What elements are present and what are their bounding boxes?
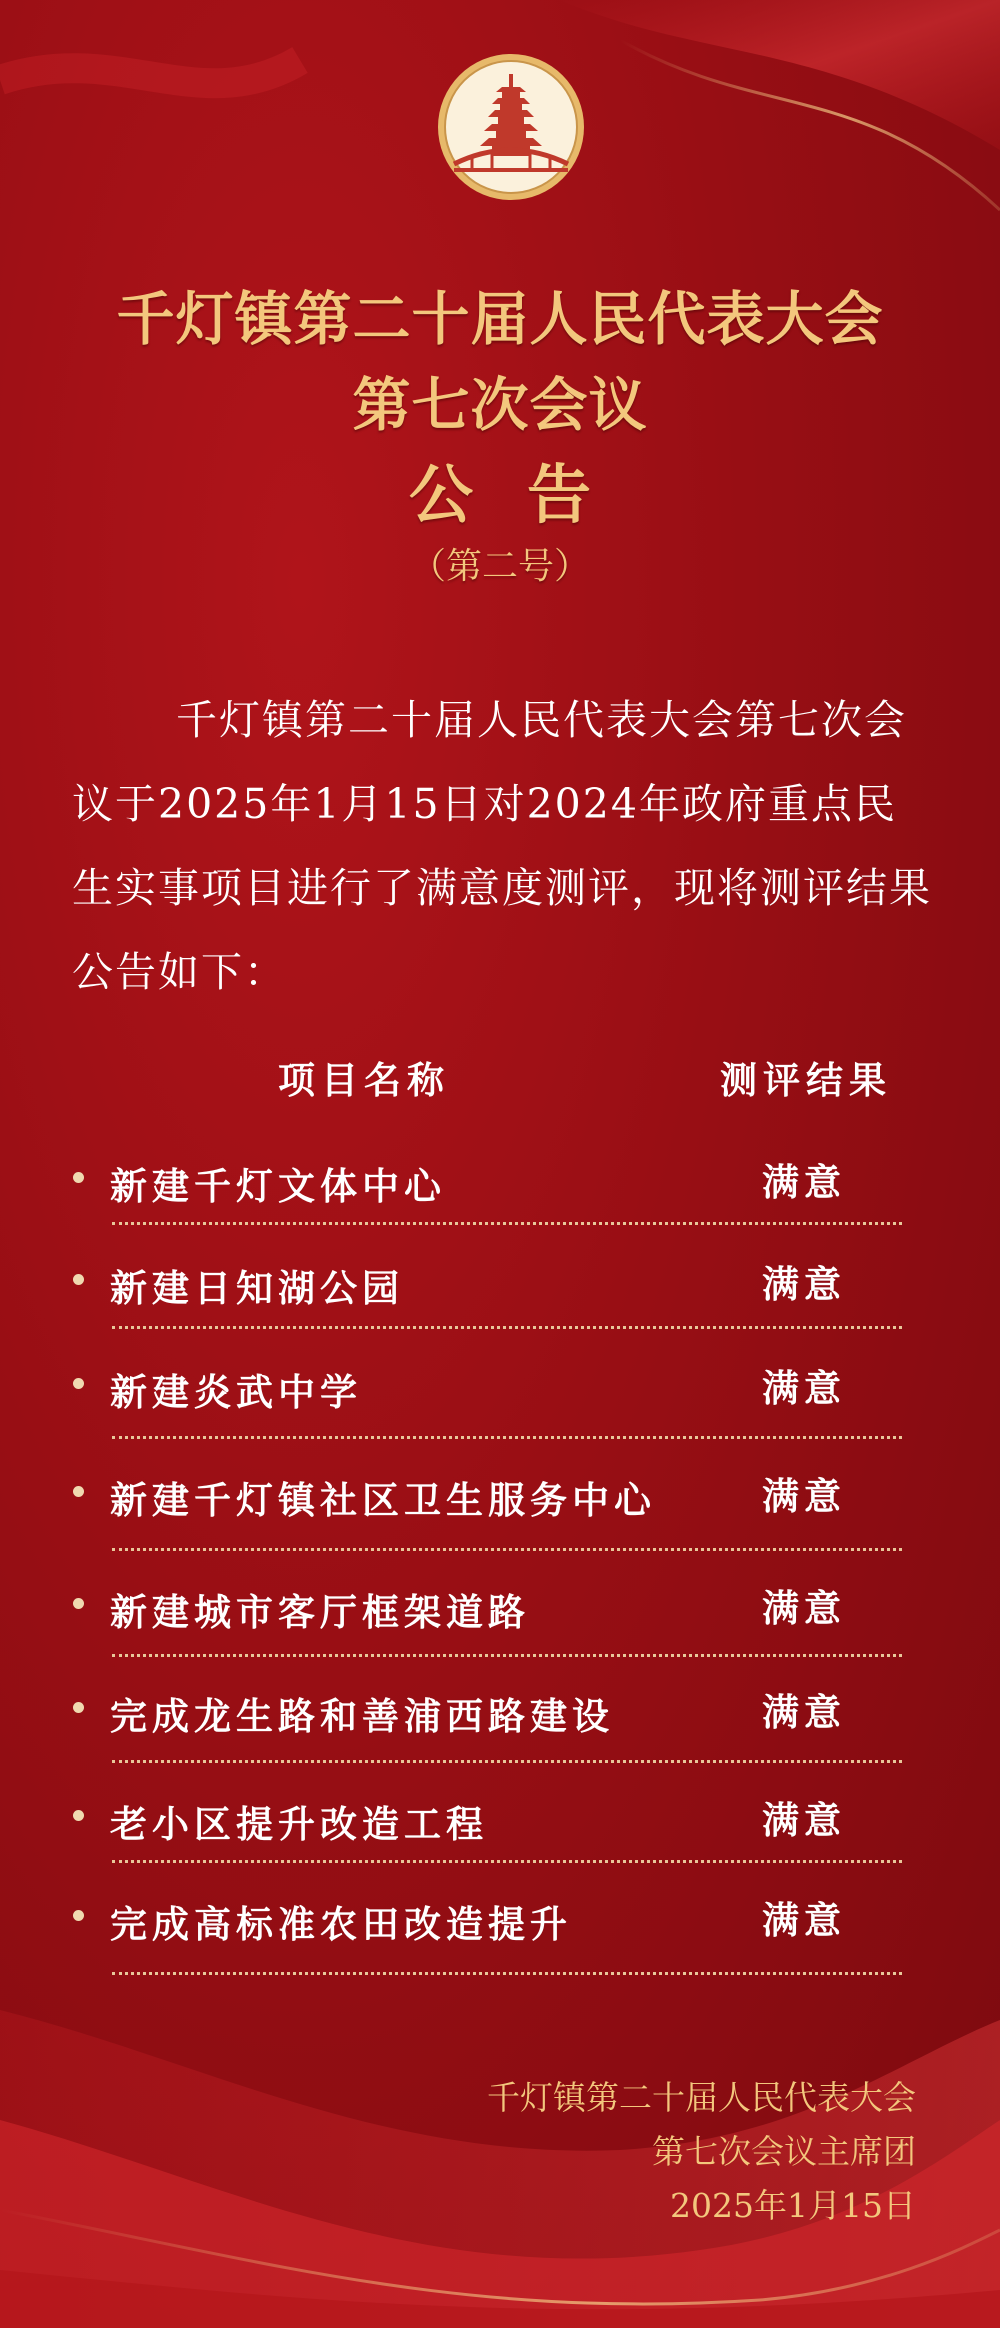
- project-result: 满意: [762, 1475, 846, 1518]
- project-name: 完成高标准农田改造提升: [110, 1903, 572, 1946]
- footer-date: 2025年1月15日: [670, 2186, 916, 2225]
- bullet-icon: [73, 1274, 84, 1285]
- pagoda-bridge-emblem-icon: [436, 52, 586, 202]
- project-name: 老小区提升改造工程: [110, 1803, 488, 1846]
- bullet-icon: [73, 1702, 84, 1713]
- footer-issuer-line1: 千灯镇第二十届人民代表大会: [487, 2078, 916, 2117]
- project-name: 新建千灯镇社区卫生服务中心: [110, 1479, 656, 1522]
- row-divider: [112, 1654, 902, 1657]
- row-divider: [112, 1760, 902, 1763]
- project-result: 满意: [762, 1799, 846, 1842]
- row-divider: [112, 1860, 902, 1863]
- bullet-icon: [73, 1378, 84, 1389]
- page-title-line3: 公告: [409, 458, 645, 533]
- intro-paragraph: 千灯镇第二十届人民代表大会第七次会议于2025年1月15日对2024年政府重点民生实事项目进行了满意度测评，现将测评结果公告如下：: [72, 696, 932, 996]
- project-result: 满意: [762, 1161, 846, 1204]
- table-row: [0, 1574, 1000, 1634]
- page-title-line1: 千灯镇第二十届人民代表大会: [116, 285, 884, 353]
- page-title-line2: 第七次会议: [352, 371, 648, 439]
- column-header-name: 项目名称: [278, 1059, 450, 1102]
- table-row: [0, 1786, 1000, 1846]
- project-name: 新建日知湖公园: [110, 1267, 404, 1310]
- project-name: 完成龙生路和善浦西路建设: [110, 1695, 614, 1738]
- project-result: 满意: [762, 1691, 846, 1734]
- row-divider: [112, 1222, 902, 1225]
- row-divider: [112, 1436, 902, 1439]
- project-result: 满意: [762, 1367, 846, 1410]
- bullet-icon: [73, 1172, 84, 1183]
- project-name: 新建炎武中学: [110, 1371, 362, 1414]
- column-header-result: 测评结果: [720, 1059, 892, 1102]
- table-row: [0, 1354, 1000, 1414]
- project-name: 新建城市客厅框架道路: [110, 1591, 530, 1634]
- project-result: 满意: [762, 1263, 846, 1306]
- row-divider: [112, 1548, 902, 1551]
- bullet-icon: [73, 1810, 84, 1821]
- table-row: [0, 1462, 1000, 1522]
- table-row: [0, 1250, 1000, 1310]
- project-result: 满意: [762, 1587, 846, 1630]
- bullet-icon: [73, 1598, 84, 1609]
- table-row: [0, 1148, 1000, 1208]
- row-divider: [112, 1326, 902, 1329]
- footer-issuer-line2: 第七次会议主席团: [652, 2132, 916, 2171]
- table-row: [0, 1678, 1000, 1738]
- bullet-icon: [73, 1910, 84, 1921]
- table-row: [0, 1886, 1000, 1946]
- row-divider: [112, 1972, 902, 1975]
- project-result: 满意: [762, 1899, 846, 1942]
- bullet-icon: [73, 1486, 84, 1497]
- announcement-number: （第二号）: [409, 546, 590, 587]
- project-name: 新建千灯文体中心: [110, 1165, 446, 1208]
